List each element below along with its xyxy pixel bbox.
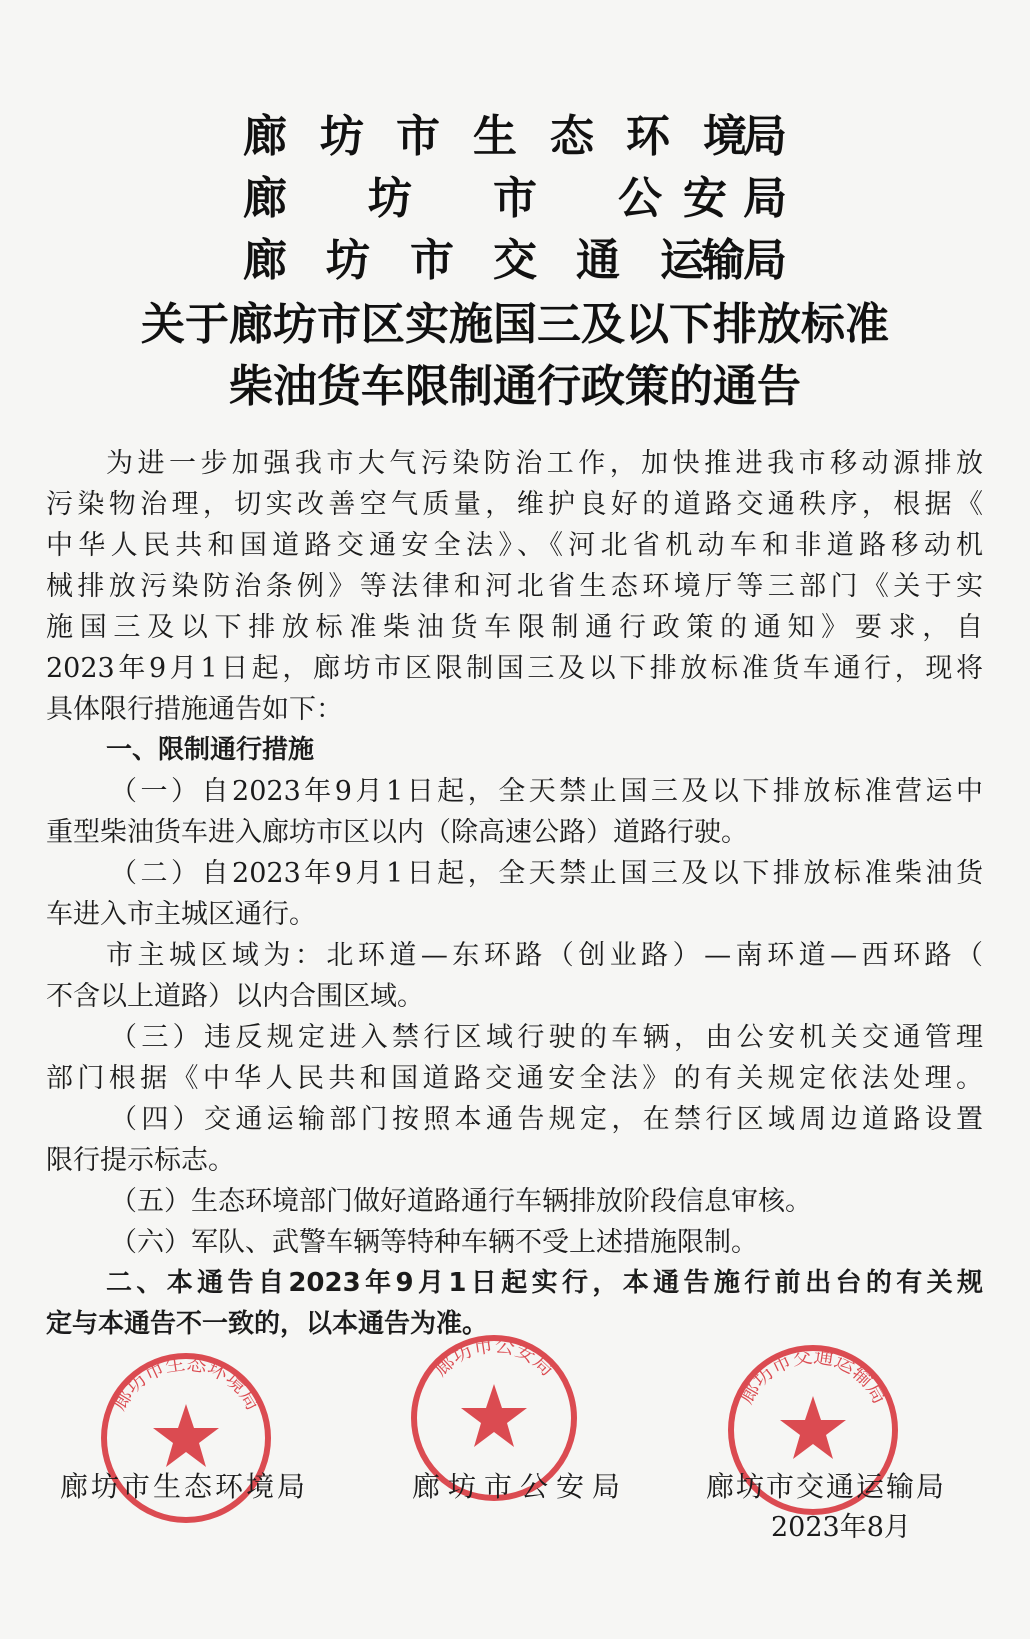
signature-transport: 廊坊市交通运输局 (706, 1470, 947, 1503)
agency-transport (243, 230, 787, 292)
area-line: 市主城区域为：北环道—东环路（创业路）—南环道—西环路（ (106, 940, 983, 971)
agency-char: 环 (626, 111, 670, 162)
intro-line: 施国三及以下排放标准柴油货车限制通行政策的通知》要求，自 (46, 612, 983, 643)
issuing-agencies (0, 106, 1030, 292)
agency-char: 通 (576, 235, 620, 286)
agency-char: 公 (618, 173, 662, 224)
signature-ecology: 廊坊市生态环境局 (60, 1470, 309, 1503)
seal-arc-text: 廊坊市生态环境局 (106, 1350, 266, 1415)
seal-star-icon (153, 1404, 219, 1467)
agency-char: 局 (743, 235, 787, 286)
title-line-2: 柴油货车限制通行政策的通告 (229, 361, 801, 412)
agency-char: 坊 (368, 173, 412, 224)
item-4-line: （四）交通运输部门按照本通告规定，在禁行区域周边道路设置 (110, 1104, 983, 1135)
title-line-1: 关于廊坊市区实施国三及以下排放标准 (141, 299, 889, 350)
intro-line: 具体限行措施通告如下： (46, 694, 343, 725)
seal-star-icon (461, 1384, 527, 1447)
intro-line: 中华人民共和国道路交通安全法》、《河北省机动车和非道路移动机 (46, 530, 983, 561)
agency-char: 交 (493, 235, 537, 286)
signature-police: 廊坊市公安局 (412, 1470, 629, 1503)
agency-char: 安 (683, 173, 727, 224)
agency-char: 廊 (243, 111, 287, 162)
item-6: （六）军队、武警车辆等特种车辆不受上述措施限制。 (110, 1227, 758, 1258)
intro-line: 2023年9月1日起，廊坊市区限制国三及以下排放标准货车通行，现将 (46, 653, 983, 684)
agency-ecology (243, 106, 787, 168)
area-line: 不含以上道路）以内合围区域。 (46, 981, 424, 1012)
seal-arc-text: 廊坊市交通运输局 (733, 1343, 893, 1408)
intro-line: 为进一步加强我市大气污染防治工作，加快推进我市移动源排放 (106, 448, 983, 479)
agency-char: 局 (743, 173, 787, 224)
seal-star-icon (780, 1396, 846, 1459)
agency-char: 廊 (243, 173, 287, 224)
seal-arc-text: 廊坊市公安局 (428, 1332, 560, 1381)
agency-police (243, 168, 787, 230)
intro-line: 械排放污染防治条例》等法律和河北省生态环境厅等三部门《关于实 (46, 571, 983, 602)
section-2-line: 定与本通告不一致的，以本通告为准。 (46, 1309, 489, 1339)
item-2-line: （二）自2023年9月1日起，全天禁止国三及以下排放标准柴油货 (110, 858, 983, 889)
issue-date: 2023年8月 (771, 1512, 911, 1543)
item-3-line: （三）违反规定进入禁行区域行驶的车辆，由公安机关交通管理 (110, 1022, 983, 1053)
agency-char: 运 (660, 235, 704, 286)
agency-char: 市 (410, 235, 454, 286)
item-2-line: 车进入市主城区通行。 (46, 899, 316, 930)
item-3-line: 部门根据《中华人民共和国道路交通安全法》的有关规定依法处理。 (46, 1063, 983, 1094)
section-1-heading: 一、限制通行措施 (106, 735, 315, 765)
agency-char: 输 (701, 235, 745, 286)
agency-char: 市 (493, 173, 537, 224)
agency-char: 境 (703, 111, 747, 162)
item-4-line: 限行提示标志。 (46, 1145, 235, 1176)
agency-char: 局 (743, 111, 787, 162)
agency-char: 坊 (326, 235, 370, 286)
agency-char: 廊 (243, 235, 287, 286)
item-1-line: （一）自2023年9月1日起，全天禁止国三及以下排放标准营运中 (110, 776, 983, 807)
notice-title (0, 294, 1030, 418)
item-5: （五）生态环境部门做好道路通行车辆排放阶段信息审核。 (110, 1186, 812, 1217)
section-2-line: 二、本通告自2023年9月1日起实行，本通告施行前出台的有关规 (106, 1268, 983, 1298)
intro-line: 污染物治理，切实改善空气质量，维护良好的道路交通秩序，根据《 (46, 489, 983, 520)
agency-char: 坊 (320, 111, 364, 162)
notice-body (46, 443, 983, 1345)
agency-char: 生 (473, 111, 517, 162)
agency-char: 市 (396, 111, 440, 162)
item-1-line: 重型柴油货车进入廊坊市区以内（除高速公路）道路行驶。 (46, 817, 748, 848)
agency-char: 态 (550, 111, 594, 162)
